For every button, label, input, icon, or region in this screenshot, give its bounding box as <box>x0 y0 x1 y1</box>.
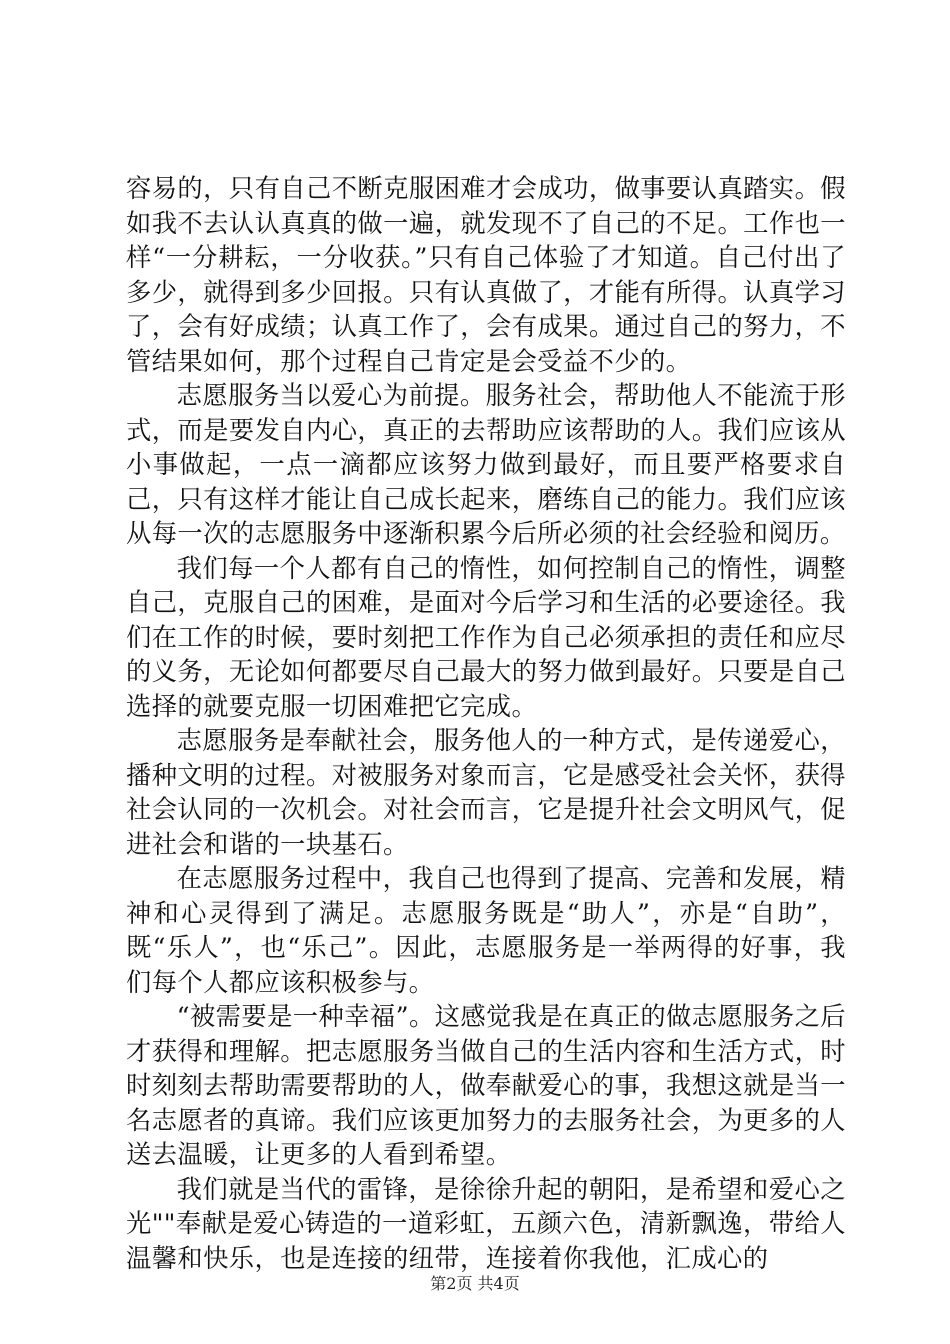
paragraph-7: 我们就是当代的雷锋，是徐徐升起的朝阳，是希望和爱心之光""奉献是爱心铸造的一道彩虹，五颜六色，清新飘逸，带给人温馨和快乐，也是连接的纽带，连接着你我他，汇成心的 <box>126 1174 846 1273</box>
paragraph-5: 在志愿服务过程中，我自己也得到了提高、完善和发展，精神和心灵得到了满足。志愿服务既是“助人”，亦是“自助”，既“乐人”，也“乐己”。因此，志愿服务是一举两得的好事，我们每个人都应该积极参与。 <box>126 864 846 997</box>
paragraph-1: 容易的，只有自己不断克服困难才会成功，做事要认真踏实。假如我不去认认真真的做一遍，就发现不了自己的不足。工作也一样“一分耕耘，一分收获。”只有自己体验了才知道。自己付出了多少，就得到多少回报。只有认真做了，才能有所得。认真学习了，会有好成绩；认真工作了，会有成果。通过自己的努力，不管结果如何，那个过程自己肯定是会受益不少的。 <box>126 174 846 376</box>
paragraph-4: 志愿服务是奉献社会，服务他人的一种方式，是传递爱心，播种文明的过程。对被服务对象而言，它是感受社会关怀，获得社会认同的一次机会。对社会而言，它是提升社会文明风气，促进社会和谐的一块基石。 <box>126 726 846 859</box>
paragraph-6: “被需要是一种幸福”。这感觉我是在真正的做志愿服务之后才获得和理解。把志愿服务当做自己的生活内容和生活方式，时时刻刻去帮助需要帮助的人，做奉献爱心的事，我想这就是当一名志愿者的真谛。我们应该更加努力的去服务社会，为更多的人送去温暖，让更多的人看到希望。 <box>126 1002 846 1169</box>
paragraph-2: 志愿服务当以爱心为前提。服务社会，帮助他人不能流于形式，而是要发自内心，真正的去帮助应该帮助的人。我们应该从小事做起，一点一滴都应该努力做到最好，而且要严格要求自己，只有这样才能让自己成长起来，磨练自己的能力。我们应该从每一次的志愿服务中逐渐积累今后所必须的社会经验和阅历。 <box>126 381 846 548</box>
document-body <box>126 172 846 1276</box>
paragraph-3: 我们每一个人都有自己的惰性，如何控制自己的惰性，调整自己，克服自己的困难，是面对今后学习和生活的必要途径。我们在工作的时候，要时刻把工作作为自己必须承担的责任和应尽的义务，无论如何都要尽自己最大的努力做到最好。只要是自己选择的就要克服一切困难把它完成。 <box>126 553 846 721</box>
page-number-footer: 第2页 共4页 <box>430 1274 520 1293</box>
